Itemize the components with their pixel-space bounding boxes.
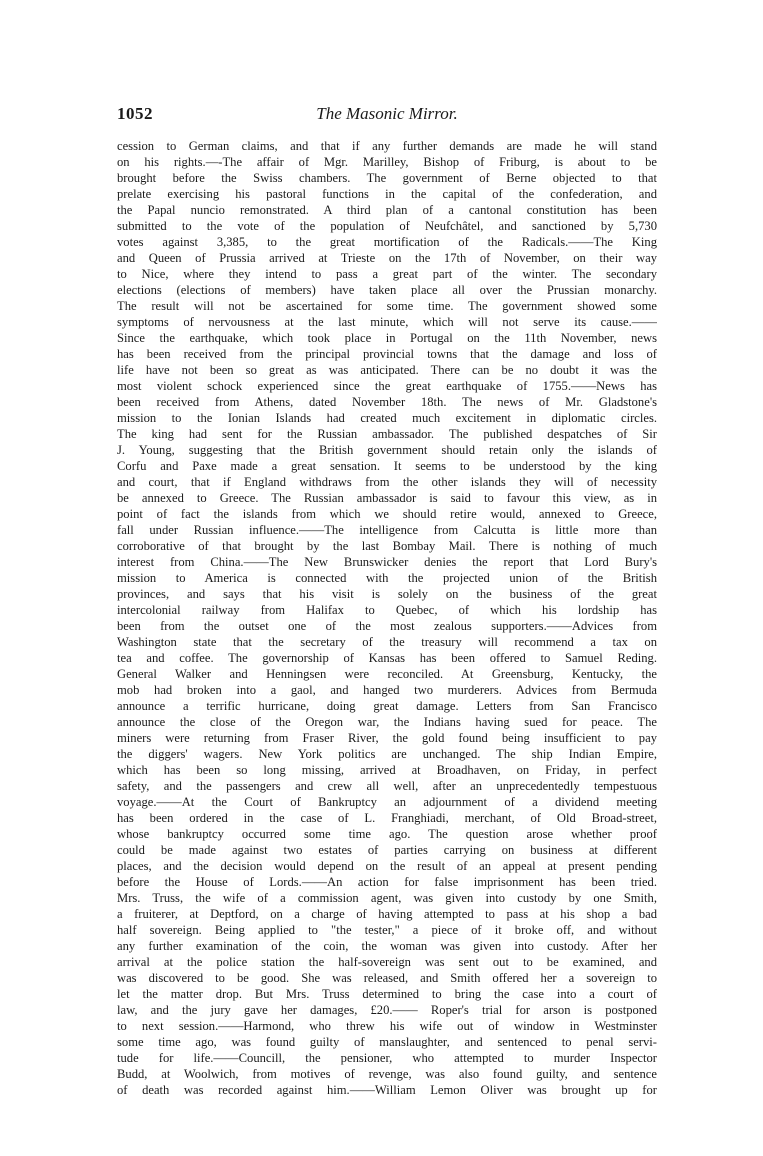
- text-line: whose bankruptcy occurred some time ago. The question arose whether proof: [117, 827, 657, 841]
- text-line: prelate exercising his pastoral functions in the capital of the confederation, and: [117, 187, 657, 201]
- text-line: to next session.——Harmond, who threw his wife out of window in Westminster: [117, 1019, 657, 1033]
- text-line: provinces, and says that his visit is solely on the business of the great: [117, 587, 657, 601]
- text-line: intercolonial railway from Halifax to Quebec, of which his lordship has: [117, 603, 657, 617]
- text-line: The result will not be ascertained for some time. The government showed some: [117, 299, 657, 313]
- text-line: Washington state that the secretary of the treasury will recommend a tax on: [117, 635, 657, 649]
- page-header: [117, 104, 657, 130]
- text-line: symptoms of nervousness at the last minute, which will not serve its cause.——: [117, 315, 657, 329]
- text-line: some time ago, was found guilty of manslaughter, and sentenced to penal servi-: [117, 1035, 657, 1049]
- text-line: mission to the Ionian Islands had created much excitement in diplomatic circles.: [117, 411, 657, 425]
- text-line: fall under Russian influence.——The intelligence from Calcutta is little more than: [117, 523, 657, 537]
- text-line: the Papal nuncio remonstrated. A third plan of a cantonal constitution has been: [117, 203, 657, 217]
- text-line: elections (elections of members) have taken place all over the Prussian monarchy.: [117, 283, 657, 297]
- text-line: voyage.——At the Court of Bankruptcy an adjournment of a dividend meeting: [117, 795, 657, 809]
- text-line: cession to German claims, and that if any further demands are made he will stand: [117, 139, 657, 153]
- text-line: been received from Athens, dated November 18th. The news of Mr. Gladstone's: [117, 395, 657, 409]
- text-line: point of fact the islands from which we should retire would, annexed to Greece,: [117, 507, 657, 521]
- text-line: to Nice, where they intend to pass a great part of the winter. The secondary: [117, 267, 657, 281]
- text-line: Budd, at Woolwich, from motives of revenge, was also found guilty, and sentence: [117, 1067, 657, 1081]
- text-line: let the matter drop. But Mrs. Truss determined to bring the case into a court of: [117, 987, 657, 1001]
- text-line: on his rights.—-The affair of Mgr. Marilley, Bishop of Friburg, is about to be: [117, 155, 657, 169]
- text-line: announce the close of the Oregon war, the Indians having sued for peace. The: [117, 715, 657, 729]
- text-line: Corfu and Paxe made a great sensation. It seems to be understood by the king: [117, 459, 657, 473]
- text-line: J. Young, suggesting that the British government should retain only the islands of: [117, 443, 657, 457]
- text-line: law, and the jury gave her damages, £20.—— Roper's trial for arson is postponed: [117, 1003, 657, 1017]
- text-line: was discovered to be good. She was released, and Smith offered her a sovereign to: [117, 971, 657, 985]
- text-line: submitted to the vote of the population of Neufchâtel, and sanctioned by 5,730: [117, 219, 657, 233]
- text-line: mob had broken into a gaol, and hanged two murderers. Advices from Bermuda: [117, 683, 657, 697]
- text-line: been from the outset one of the most zealous supporters.——Advices from: [117, 619, 657, 633]
- text-line: arrival at the police station the half-sovereign was sent out to be examined, and: [117, 955, 657, 969]
- running-title: The Masonic Mirror.: [316, 104, 458, 123]
- text-line: places, and the decision would depend on the result of an appeal at present pending: [117, 859, 657, 873]
- text-line: the diggers' wagers. New York politics are unchanged. The ship Indian Empire,: [117, 747, 657, 761]
- text-line: life have not been so great as was anticipated. There can be no doubt it was the: [117, 363, 657, 377]
- text-line: most violent schock experienced since the great earthquake of 1755.——News has: [117, 379, 657, 393]
- text-line: has been ordered in the case of L. Franghiadi, merchant, of Old Broad-street,: [117, 811, 657, 825]
- text-line: a fruiterer, at Deptford, on a charge of having attempted to pass at his shop a bad: [117, 907, 657, 921]
- text-line: interest from China.——The New Brunswicker denies the report that Lord Bury's: [117, 555, 657, 569]
- text-line: has been received from the principal provincial towns that the damage and loss of: [117, 347, 657, 361]
- text-line: tude for life.——Councill, the pensioner, who attempted to murder Inspector: [117, 1051, 657, 1065]
- text-line: before the House of Lords.——An action for false imprisonment has been tried.: [117, 875, 657, 889]
- text-line: safety, and the passengers and crew all well, after an unprecedentedly tempestuous: [117, 779, 657, 793]
- text-line: and Queen of Prussia arrived at Trieste on the 17th of November, on their way: [117, 251, 657, 265]
- text-line: miners were returning from Fraser River, the gold found being insufficient to pay: [117, 731, 657, 745]
- text-line: Mrs. Truss, the wife of a commission agent, was given into custody by one Smith,: [117, 891, 657, 905]
- text-line: could be made against two estates of parties carrying on business at different: [117, 843, 657, 857]
- text-line: announce a terrific hurricane, doing great damage. Letters from San Francisco: [117, 699, 657, 713]
- text-line: brought before the Swiss chambers. The government of Berne objected to that: [117, 171, 657, 185]
- text-line: any further examination of the coin, the woman was given into custody. After her: [117, 939, 657, 953]
- text-line: General Walker and Henningsen were reconciled. At Greensburg, Kentucky, the: [117, 667, 657, 681]
- text-line: votes against 3,385, to the great mortification of the Radicals.——The King: [117, 235, 657, 249]
- text-line: of death was recorded against him.——William Lemon Oliver was brought up for: [117, 1083, 657, 1097]
- text-line: be annexed to Greece. The Russian ambassador is said to favour this view, as in: [117, 491, 657, 505]
- text-line: tea and coffee. The governorship of Kansas has been offered to Samuel Reding.: [117, 651, 657, 665]
- page-number: 1052: [117, 104, 153, 123]
- text-line: mission to America is connected with the projected union of the British: [117, 571, 657, 585]
- text-line: which has been so long missing, arrived at Broadhaven, on Friday, in perfect: [117, 763, 657, 777]
- text-line: Since the earthquake, which took place in Portugal on the 11th November, news: [117, 331, 657, 345]
- text-line: The king had sent for the Russian ambassador. The published despatches of Sir: [117, 427, 657, 441]
- article-body: [117, 138, 657, 1098]
- text-line: corroborative of that brought by the last Bombay Mail. There is nothing of much: [117, 539, 657, 553]
- text-line: half sovereign. Being applied to "the tester," a piece of it broke off, and without: [117, 923, 657, 937]
- text-line: and court, that if England withdraws from the other islands they will of necessity: [117, 475, 657, 489]
